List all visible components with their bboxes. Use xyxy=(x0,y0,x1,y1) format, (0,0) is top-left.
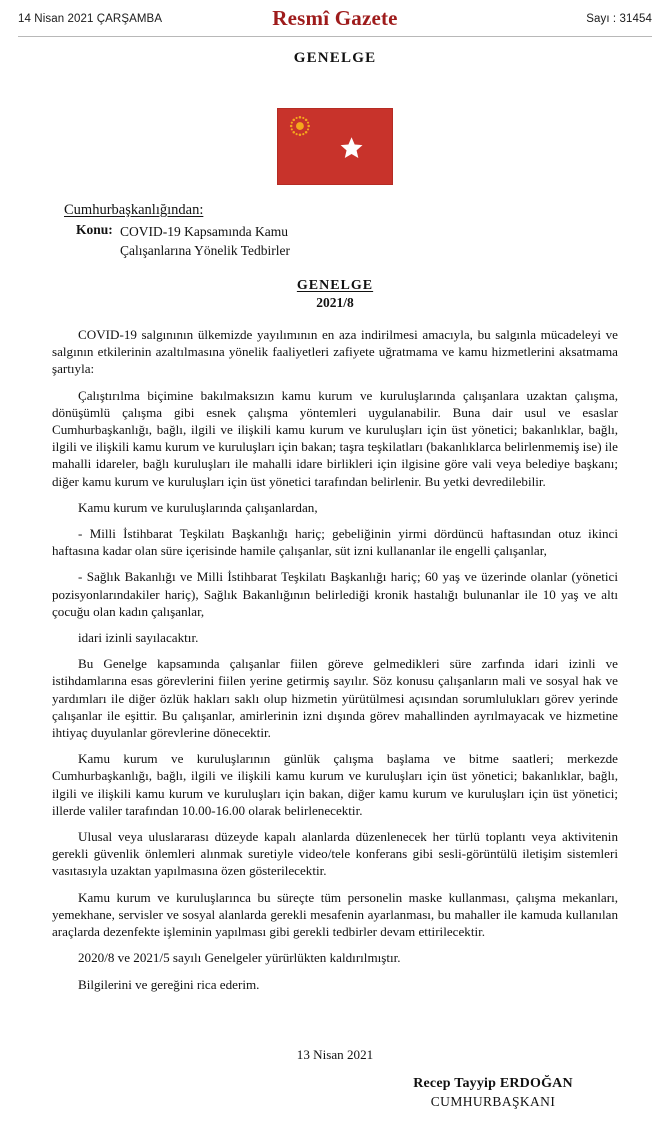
signatory-name: Recep Tayyip ERDOĞAN xyxy=(413,1076,573,1091)
masthead-divider xyxy=(18,36,652,37)
masthead xyxy=(0,0,670,38)
subject-text xyxy=(120,222,290,260)
masthead-title: Resmî Gazete xyxy=(272,6,398,30)
from-subject-block xyxy=(64,202,484,260)
body-paragraph: - Sağlık Bakanlığı ve Milli İstihbarat Teşkilatı Başkanlığı hariç; 60 yaş ve üzerinde olanlar (yönetici pozisyonlarındakiler hariç), Sağlık Bakanlığının belirlediği kronik hastalığı bulunanlar ile 10 yaş ve altı çocuğu olan kadın çalışanlar, xyxy=(52,569,618,619)
issuing-authority: Cumhurbaşkanlığından: xyxy=(64,202,204,218)
body-text xyxy=(52,326,618,993)
body-paragraph: Kamu kurum ve kuruluşlarınca bu süreçte tüm personelin maske kullanması, çalışma mekanları, yemekhane, servisler ve sosyal alanlarda gerekli mesafenin ayarlanması, bu mahaller ile kamuda kullanılan araçlarda dezenfekte işleminin yapılması gibi gerekli tedbirler devam ettirilecektir. xyxy=(52,889,618,940)
body-paragraph: - Milli İstihbarat Teşkilatı Başkanlığı hariç; gebeliğinin yirmi dördüncü haftasından otuz ikinci haftasına kadar olan süre içerisinde hamile çalışanlar, süt izni kullananlar ile engelli çalışanlar, xyxy=(52,526,618,559)
body-paragraph: idari izinli sayılacaktır. xyxy=(78,630,199,646)
flag-container xyxy=(0,108,670,185)
body-paragraph: Kamu kurum ve kuruluşlarının günlük çalışma başlama ve bitme saatleri; merkezde Cumhurbaşkanlığı, bağlı, ilgili ve ilişkili kamu kurum ve kuruluşları için üst yönetici; bakanlıklar, bağlı, ilgili ve ilişkili kamu kurum ve kuruluşları için bakan, diğer kamu kurum ve kuruluşları için üst yönetici; illerde valiler tarafından 10.00-16.00 olarak belirlenecektir. xyxy=(52,751,618,818)
circular-word: GENELGE xyxy=(296,278,374,293)
masthead-date: 14 Nisan 2021 ÇARŞAMBA xyxy=(18,13,163,25)
document-heading: GENELGE xyxy=(293,50,377,66)
body-paragraph: COVID-19 salgınının ülkemizde yayılımının en aza indirilmesi amacıyla, bu salgınla mücadeleyi ve salgının etkilerinin azaltılmasına yönelik faaliyetleri zafiyete uğratmama ve kamu hizmetlerini aksatmama şartıyla: xyxy=(52,327,618,377)
circular-title-block xyxy=(0,278,670,311)
body-paragraph: Bu Genelge kapsamında çalışanlar fiilen göreve gelmedikleri süre zarfında idari izinli ve istihdamlarına esas görevlerini fiilen yerine getirmiş sayılır. Söz konusu çalışanların mali ve sosyal hak ve yardımları ile diğer özlük hakları saklı olup hizmetin yürütülmesi açısından sorumlulukları görev yerinde çalışanlar ile eşittir. Bu çalışanlar, amirlerinin izni dışında görev mahallinden ayrılmayacak ve hizmetine ihtiyaç duyulanlar görevlerine dönecektir. xyxy=(52,656,618,741)
circular-number: 2021/8 xyxy=(316,295,354,310)
subject-line-2: Çalışanlarına Yönelik Tedbirler xyxy=(120,243,291,259)
turkish-flag-icon xyxy=(277,108,393,185)
body-paragraph: 2020/8 ve 2021/5 sayılı Genelgeler yürürlükten kaldırılmıştır. xyxy=(78,950,401,966)
subject-label: Konu: xyxy=(76,222,113,237)
body-paragraph: Kamu kurum ve kuruluşlarında çalışanlardan, xyxy=(78,499,318,515)
subject-line-1: COVID-19 Kapsamında Kamu xyxy=(120,224,288,239)
masthead-issue-number: Sayı : 31454 xyxy=(586,13,652,25)
body-paragraph: Ulusal veya uluslararası düzeyde kapalı alanlarda düzenlenecek her türlü toplantı veya aktivitenin gerekli güvenlik önlemleri alınmak suretiyle video/tele konferans gibi sesli-görüntülü iletişim sistemleri vasıtasıyla uzaktan yapılmasına özen gösterilecektir. xyxy=(52,829,618,879)
subject-row xyxy=(64,222,484,260)
body-paragraph: Çalıştırılma biçimine bakılmaksızın kamu kurum ve kuruluşlarında çalışanlara uzaktan çalışma, dönüşümlü çalışma gibi esnek çalışma yöntemleri uygulanabilir. Buna dair usul ve esaslar Cumhurbaşkanlığı, bağlı, ilgili ve ilişkili kamu kurum ve kuruluşları için üst yönetici; bakanlıklar, bağlı, ilgili ve ilişkili kamu kurum ve kuruluşları için bakan; taşra teşkilatları (bakanlıklarca belirlenmemiş ise) ile mahalli idareler, bağlı kuruluşları ile mahalli idare birlikleri için ilgisine göre vali veya belediye başkanı; diğer kamu kurum ve kuruluşları için üst yönetici tarafından belirlenir. Bu yetki devredilebilir. xyxy=(52,387,618,489)
closing-date: 13 Nisan 2021 xyxy=(296,1047,374,1062)
signature-block xyxy=(368,1076,618,1110)
signatory-title: CUMHURBAŞKANI xyxy=(430,1094,556,1109)
body-paragraph: Bilgilerini ve gereğini rica ederim. xyxy=(78,976,260,992)
